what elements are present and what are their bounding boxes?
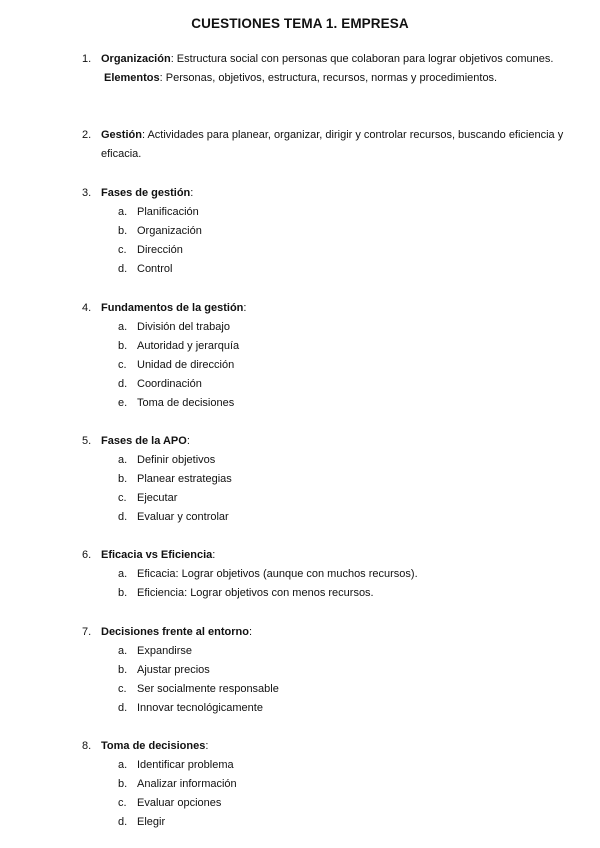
list-item [101,260,600,279]
item-letter: c. [118,683,127,695]
question-term: Toma de decisiones [101,740,206,752]
list-item [101,775,600,794]
item-letter: b. [118,340,128,352]
item-text: Eficacia: Lograr objetivos (aunque con muchos recursos). [137,568,418,580]
sub-list [101,565,600,603]
item-text: Elegir [137,816,166,828]
item-text: Control [137,263,173,275]
question-3 [0,184,600,279]
item-text: Eficiencia: Lograr objetivos con menos recursos. [137,587,374,599]
question-colon: : [205,740,209,752]
item-text: Coordinación [137,378,202,390]
question-body [101,546,571,565]
question-extra [104,69,600,88]
question-number: 5. [82,435,92,447]
question-body [101,126,571,164]
item-letter: c. [118,244,127,256]
sub-list [101,756,600,832]
item-text: Ejecutar [137,492,178,504]
list-item [101,565,600,584]
item-text: Autoridad y jerarquía [137,340,240,352]
item-letter: a. [118,454,128,466]
item-text: Planificación [137,206,199,218]
item-text: Dirección [137,244,183,256]
item-letter: e. [118,397,128,409]
question-colon: : [186,435,190,447]
question-number: 8. [82,740,92,752]
list-item [101,584,600,603]
item-text: Toma de decisiones [137,397,235,409]
item-letter: b. [118,778,128,790]
item-letter: a. [118,321,128,333]
page-title: CUESTIONES TEMA 1. EMPRESA [191,16,409,31]
list-item [101,203,600,222]
item-letter: d. [118,378,128,390]
question-number: 4. [82,302,92,314]
question-4 [0,299,600,413]
sub-list [101,318,600,413]
item-letter: a. [118,206,128,218]
question-8 [0,737,600,832]
item-text: Expandirse [137,645,193,657]
extra-text: : Personas, objetivos, estructura, recursos, normas y procedimientos. [159,72,498,84]
list-item [101,451,600,470]
list-item [101,642,600,661]
question-5 [0,432,600,527]
item-letter: a. [118,759,128,771]
question-term: Decisiones frente al entorno [101,626,249,638]
question-colon: : [190,187,194,199]
question-term: Fundamentos de la gestión [101,302,244,314]
list-item [101,508,600,527]
item-text: Analizar información [137,778,237,790]
list-item [101,470,600,489]
item-text: División del trabajo [137,321,230,333]
list-item [101,375,600,394]
question-body [101,623,571,642]
item-text: Ser socialmente responsable [137,683,279,695]
question-body [101,50,571,69]
item-letter: b. [118,225,128,237]
question-text: : Estructura social con personas que colaboran para lograr objetivos comunes. [170,53,554,65]
list-item [101,489,600,508]
list-item [101,794,600,813]
item-letter: d. [118,263,128,275]
item-letter: d. [118,816,128,828]
item-text: Identificar problema [137,759,234,771]
question-1 [0,50,600,88]
item-text: Planear estrategias [137,473,232,485]
question-number: 2. [82,129,92,141]
item-letter: d. [118,511,128,523]
question-body [101,432,571,451]
question-body [101,737,571,756]
question-number: 6. [82,549,92,561]
list-item [101,394,600,413]
question-7 [0,623,600,718]
sub-list [101,642,600,718]
item-text: Unidad de dirección [137,359,235,371]
question-body [101,299,571,318]
item-letter: a. [118,568,128,580]
question-number: 3. [82,187,92,199]
item-text: Organización [137,225,202,237]
item-text: Definir objetivos [137,454,216,466]
list-item [101,222,600,241]
item-letter: a. [118,645,128,657]
question-text: : Actividades para planear, organizar, dirigir y controlar recursos, buscando eficiencia y eficacia. [101,129,564,160]
item-letter: b. [118,587,128,599]
list-item [101,699,600,718]
item-text: Evaluar opciones [137,797,222,809]
question-2 [0,126,600,164]
item-letter: c. [118,359,127,371]
question-6 [0,546,600,603]
list-item [101,356,600,375]
extra-term: Elementos [104,72,160,84]
question-colon: : [248,626,252,638]
item-letter: b. [118,664,128,676]
question-number: 1. [82,53,92,65]
question-body [101,184,571,203]
question-term: Fases de la APO [101,435,187,447]
item-text: Innovar tecnológicamente [137,702,263,714]
item-letter: c. [118,797,127,809]
item-letter: b. [118,473,128,485]
question-number: 7. [82,626,92,638]
item-text: Evaluar y controlar [137,511,229,523]
item-text: Ajustar precios [137,664,210,676]
sub-list [101,203,600,279]
item-letter: d. [118,702,128,714]
sub-list [101,451,600,527]
item-letter: c. [118,492,127,504]
question-term: Gestión [101,129,142,141]
question-colon: : [212,549,216,561]
list-item [101,241,600,260]
question-term: Fases de gestión [101,187,191,199]
question-colon: : [243,302,247,314]
list-item [101,813,600,832]
list-item [101,756,600,775]
question-term: Organización [101,53,171,65]
list-item [101,680,600,699]
list-item [101,318,600,337]
question-term: Eficacia vs Eficiencia [101,549,213,561]
list-item [101,337,600,356]
list-item [101,661,600,680]
